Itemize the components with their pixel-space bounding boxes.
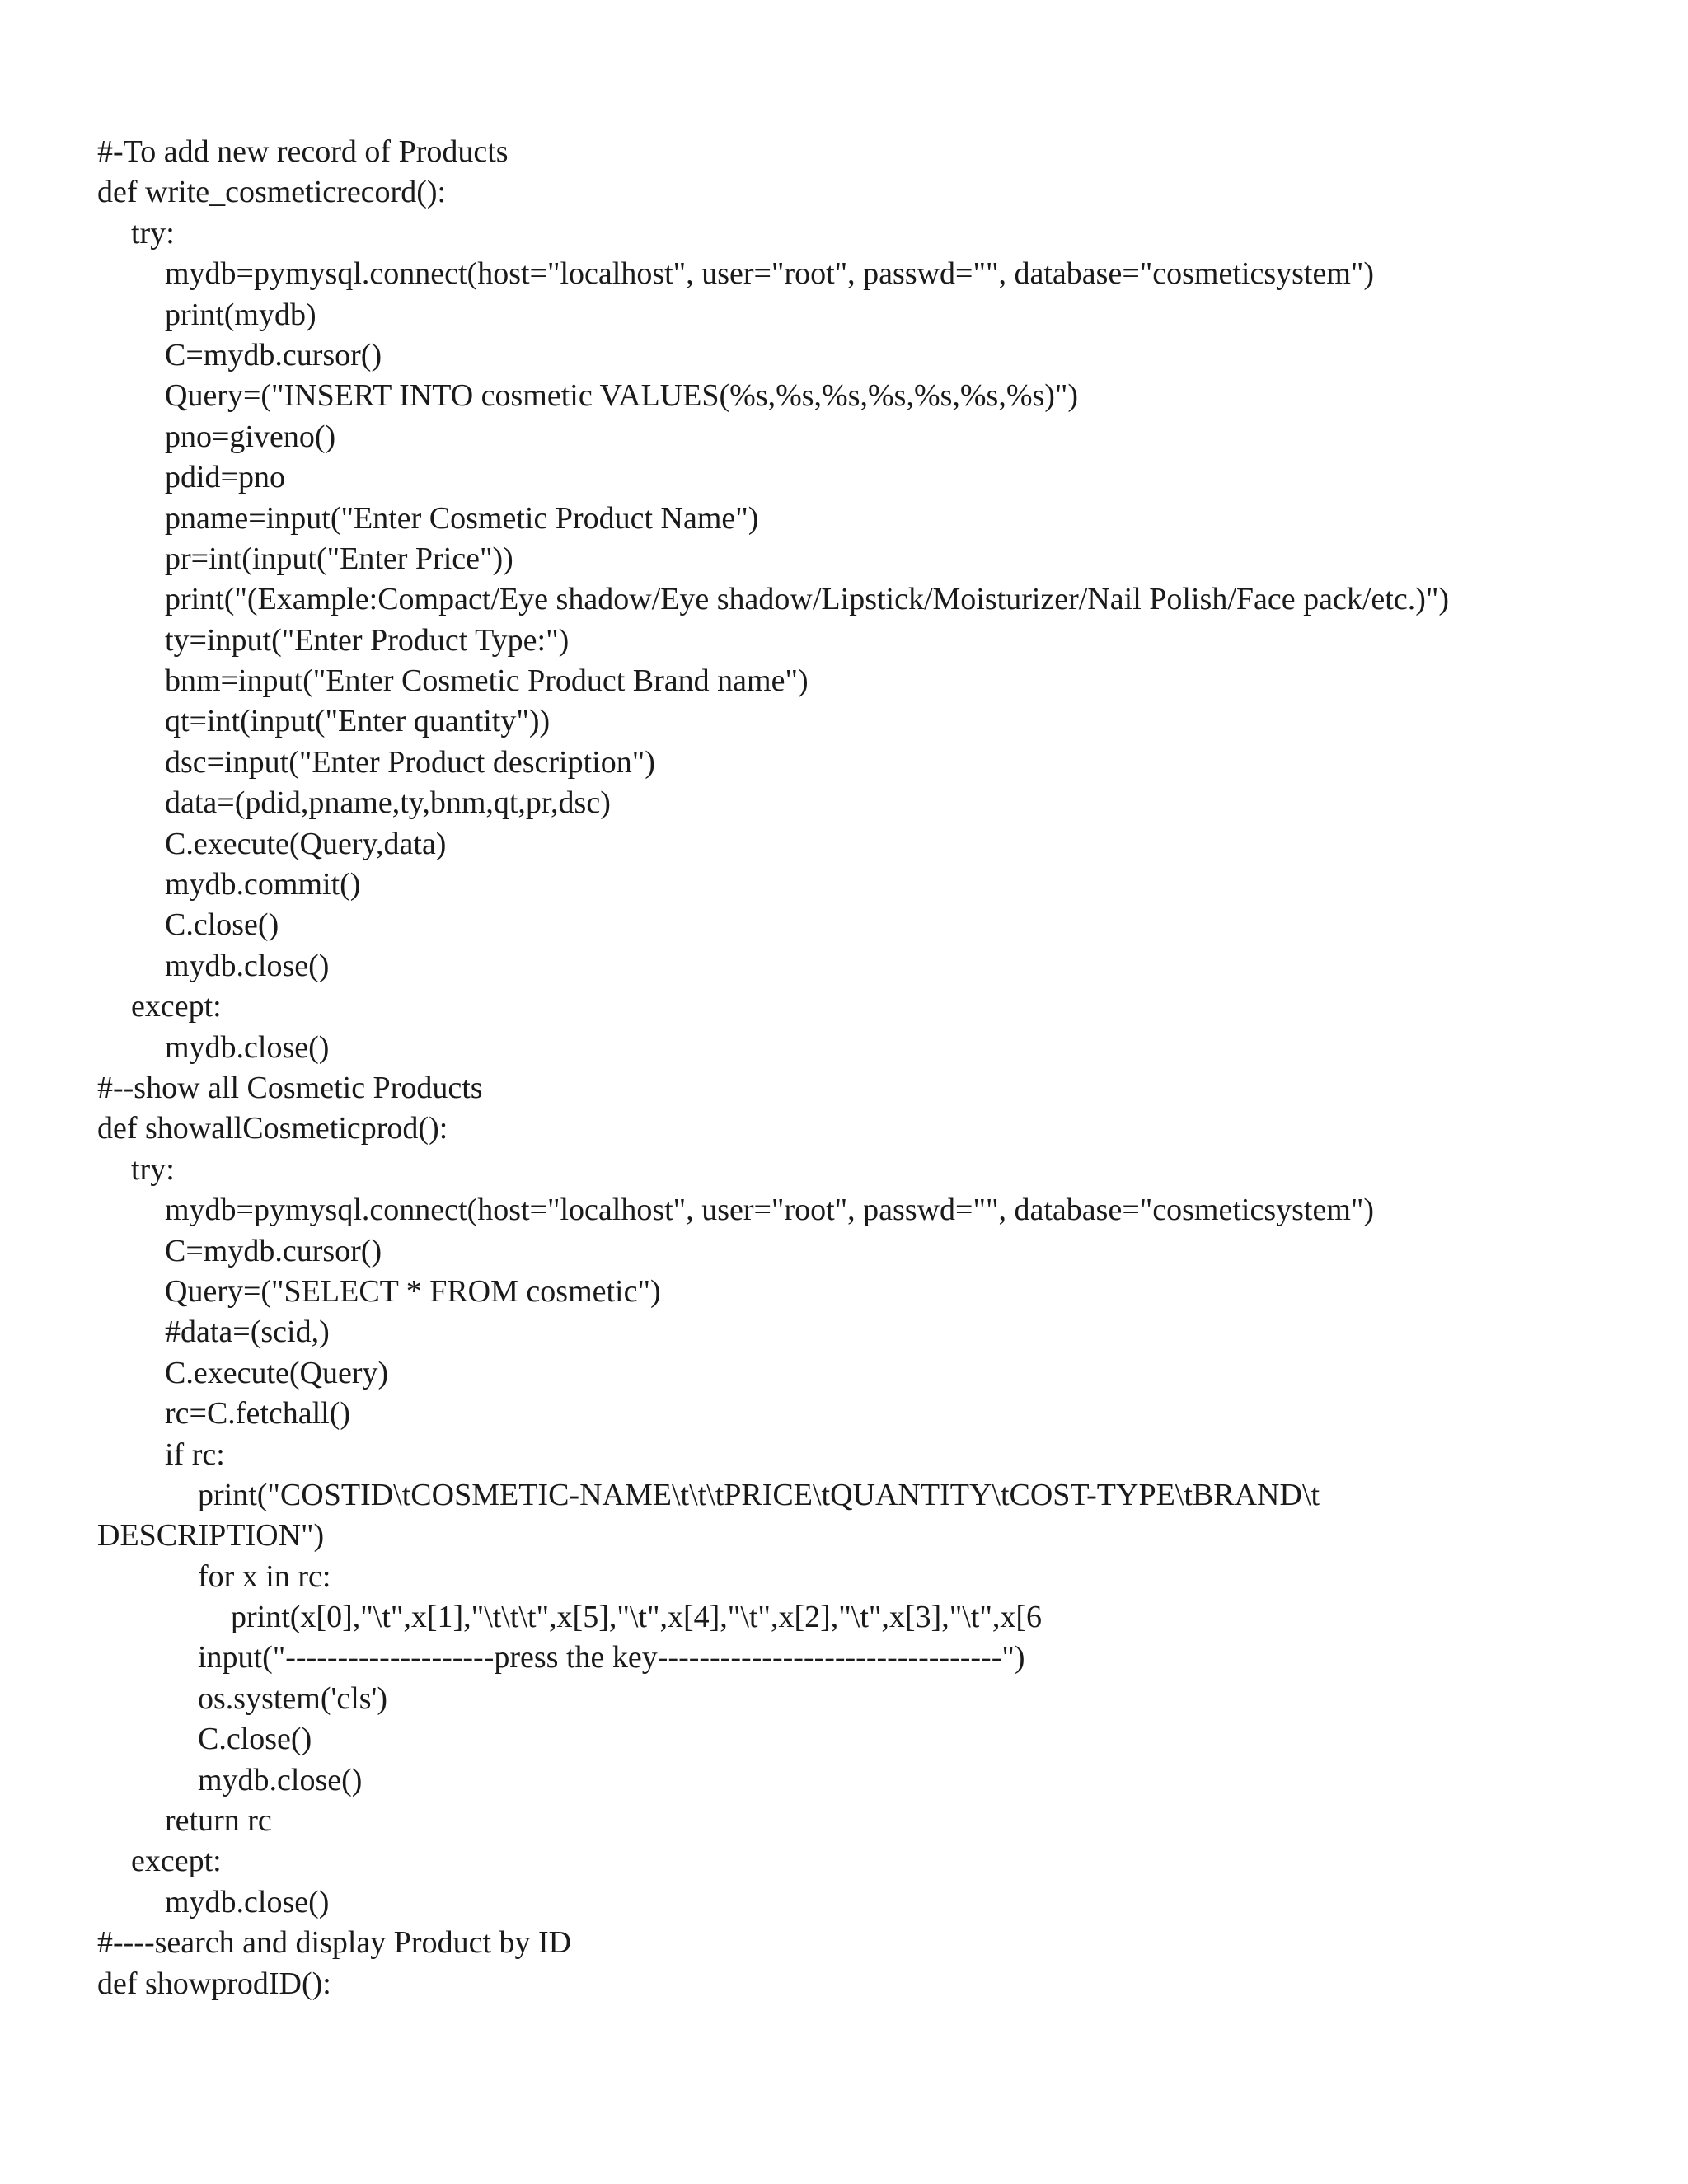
code-line: pname=input("Enter Cosmetic Product Name") — [165, 500, 759, 536]
code-line: C.execute(Query) — [165, 1355, 389, 1390]
code-line: dsc=input("Enter Product description") — [165, 744, 655, 780]
comment-line: #----search and display Product by ID — [97, 1925, 572, 1961]
code-line: mydb=pymysql.connect(host="localhost", user="root", passwd="", database="cosmeticsystem") — [165, 256, 1375, 292]
code-line: print(mydb) — [165, 297, 316, 332]
code-line: C=mydb.cursor() — [165, 1233, 382, 1268]
comment-line: #--show all Cosmetic Products — [97, 1070, 483, 1105]
code-line: C=mydb.cursor() — [165, 337, 382, 373]
code-line: pr=int(input("Enter Price")) — [165, 541, 513, 576]
code-line: ty=input("Enter Product Type:") — [165, 622, 570, 658]
code-line: mydb.commit() — [165, 867, 361, 902]
code-line: mydb.close() — [165, 1884, 330, 1919]
code-line: rc=C.fetchall() — [165, 1396, 351, 1432]
code-line: if rc: — [165, 1436, 225, 1472]
code-line: bnm=input("Enter Cosmetic Product Brand name") — [165, 663, 809, 699]
code-line: mydb.close() — [198, 1762, 363, 1797]
code-line: #data=(scid,) — [165, 1315, 330, 1350]
code-line: Query=("SELECT * FROM cosmetic") — [165, 1273, 661, 1309]
code-line: try: — [131, 1151, 175, 1187]
function-definition: def write_cosmeticrecord(): — [97, 175, 447, 210]
code-line: mydb.close() — [165, 1029, 330, 1065]
code-line: Query=("INSERT INTO cosmetic VALUES(%s,%s,%s,%s,%s,%s,%s)") — [165, 378, 1079, 414]
code-line: except: — [131, 1844, 222, 1879]
code-line: os.system('cls') — [198, 1680, 388, 1716]
code-line: data=(pdid,pname,ty,bnm,qt,pr,dsc) — [165, 785, 611, 821]
code-line: C.close() — [198, 1722, 312, 1757]
code-line: return rc — [165, 1803, 272, 1839]
code-line: pdid=pno — [165, 460, 285, 495]
code-line-wrapped: DESCRIPTION") — [97, 1518, 325, 1554]
code-line: print("COSTID\tCOSMETIC-NAME\t\t\tPRICE\tQUANTITY\tCOST-TYPE\tBRAND\t — [198, 1477, 1320, 1512]
code-line: try: — [131, 215, 175, 251]
function-definition: def showprodID(): — [97, 1966, 331, 2001]
code-line: qt=int(input("Enter quantity")) — [165, 704, 551, 739]
code-line: print(x[0],"\t",x[1],"\t\t\t",x[5],"\t",x[4],"\t",x[2],"\t",x[3],"\t",x[6 — [231, 1600, 1042, 1635]
function-definition: def showallCosmeticprod(): — [97, 1111, 448, 1146]
code-line: mydb=pymysql.connect(host="localhost", user="root", passwd="", database="cosmeticsystem") — [165, 1193, 1375, 1228]
code-line: C.close() — [165, 907, 279, 943]
code-listing — [97, 132, 1647, 2004]
code-line: for x in rc: — [198, 1558, 331, 1594]
code-line: print("(Example:Compact/Eye shadow/Eye shadow/Lipstick/Moisturizer/Nail Polish/Face pack/etc.)") — [165, 582, 1450, 617]
code-line: mydb.close() — [165, 948, 330, 983]
code-line: C.execute(Query,data) — [165, 826, 447, 861]
code-line: pno=giveno() — [165, 419, 336, 454]
code-line: input("--------------------press the key---------------------------------") — [198, 1640, 1025, 1675]
comment-line: #-To add new record of Products — [97, 134, 509, 169]
code-line: except: — [131, 989, 222, 1024]
